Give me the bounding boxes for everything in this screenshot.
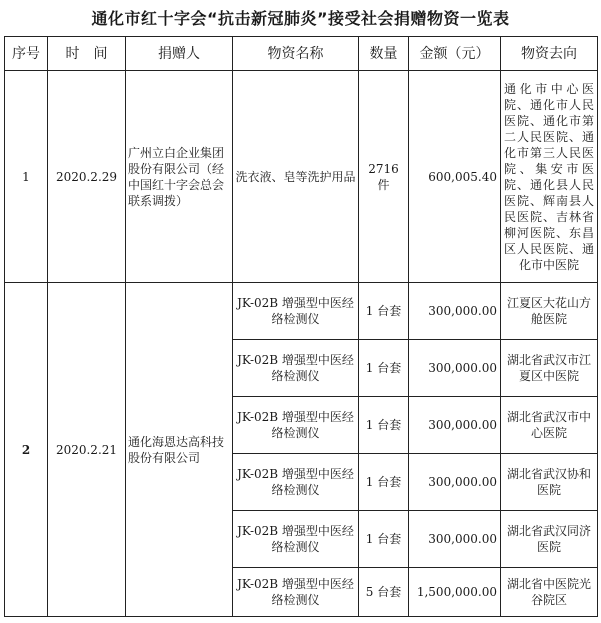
cell-qty: 1 台套 xyxy=(359,283,409,340)
cell-dest: 湖北省武汉市江夏区中医院 xyxy=(501,340,598,397)
cell-dest: 江夏区大花山方舱医院 xyxy=(501,283,598,340)
cell-amount: 300,000.00 xyxy=(409,454,501,511)
cell-amount: 300,000.00 xyxy=(409,283,501,340)
cell-amount: 1,500,000.00 xyxy=(409,568,501,617)
cell-item: JK-02B 增强型中医经络检测仪 xyxy=(233,283,359,340)
table-row xyxy=(5,71,598,283)
cell-qty: 1 台套 xyxy=(359,454,409,511)
cell-item: JK-02B 增强型中医经络检测仪 xyxy=(233,340,359,397)
cell-dest: 湖北省武汉市中心医院 xyxy=(501,397,598,454)
cell-amount: 300,000.00 xyxy=(409,511,501,568)
header-seq: 序号 xyxy=(5,37,48,71)
header-donor: 捐赠人 xyxy=(126,37,233,71)
header-dest: 物资去向 xyxy=(501,37,598,71)
cell-item: JK-02B 增强型中医经络检测仪 xyxy=(233,568,359,617)
cell-amount: 600,005.40 xyxy=(409,71,501,283)
header-item: 物资名称 xyxy=(233,37,359,71)
cell-seq: 1 xyxy=(5,71,48,283)
cell-amount: 300,000.00 xyxy=(409,340,501,397)
header-date: 时 间 xyxy=(48,37,126,71)
cell-dest: 湖北省中医院光谷院区 xyxy=(501,568,598,617)
table-header-row xyxy=(5,37,598,71)
cell-qty: 1 台套 xyxy=(359,511,409,568)
cell-date: 2020.2.21 xyxy=(48,283,126,617)
cell-seq: 2 xyxy=(5,283,48,617)
cell-qty: 5 台套 xyxy=(359,568,409,617)
header-qty: 数量 xyxy=(359,37,409,71)
donation-table xyxy=(4,36,598,617)
document-title: 通化市红十字会“抗击新冠肺炎”接受社会捐赠物资一览表 xyxy=(91,9,510,28)
cell-dest: 湖北省武汉同济医院 xyxy=(501,511,598,568)
cell-item: JK-02B 增强型中医经络检测仪 xyxy=(233,511,359,568)
cell-item: 洗衣液、皂等洗护用品 xyxy=(233,71,359,283)
cell-dest: 通化市中心医院、通化市人民医院、通化市第二人民医院、通化市第三人民医院、集安市医院、通化县人民医院、辉南县人民医院、吉林省柳河医院、东昌区人民医院、通化市中医院 xyxy=(501,71,598,283)
cell-donor: 广州立白企业集团股份有限公司（经中国红十字会总会联系调拨） xyxy=(126,71,233,283)
cell-item: JK-02B 增强型中医经络检测仪 xyxy=(233,397,359,454)
cell-item: JK-02B 增强型中医经络检测仪 xyxy=(233,454,359,511)
cell-dest: 湖北省武汉协和医院 xyxy=(501,454,598,511)
cell-date: 2020.2.29 xyxy=(48,71,126,283)
cell-qty: 1 台套 xyxy=(359,340,409,397)
cell-qty: 2716 件 xyxy=(359,71,409,283)
cell-amount: 300,000.00 xyxy=(409,397,501,454)
cell-donor: 通化海恩达高科技股份有限公司 xyxy=(126,283,233,617)
cell-qty: 1 台套 xyxy=(359,397,409,454)
header-amount: 金额（元） xyxy=(409,37,501,71)
table-row xyxy=(5,283,598,340)
